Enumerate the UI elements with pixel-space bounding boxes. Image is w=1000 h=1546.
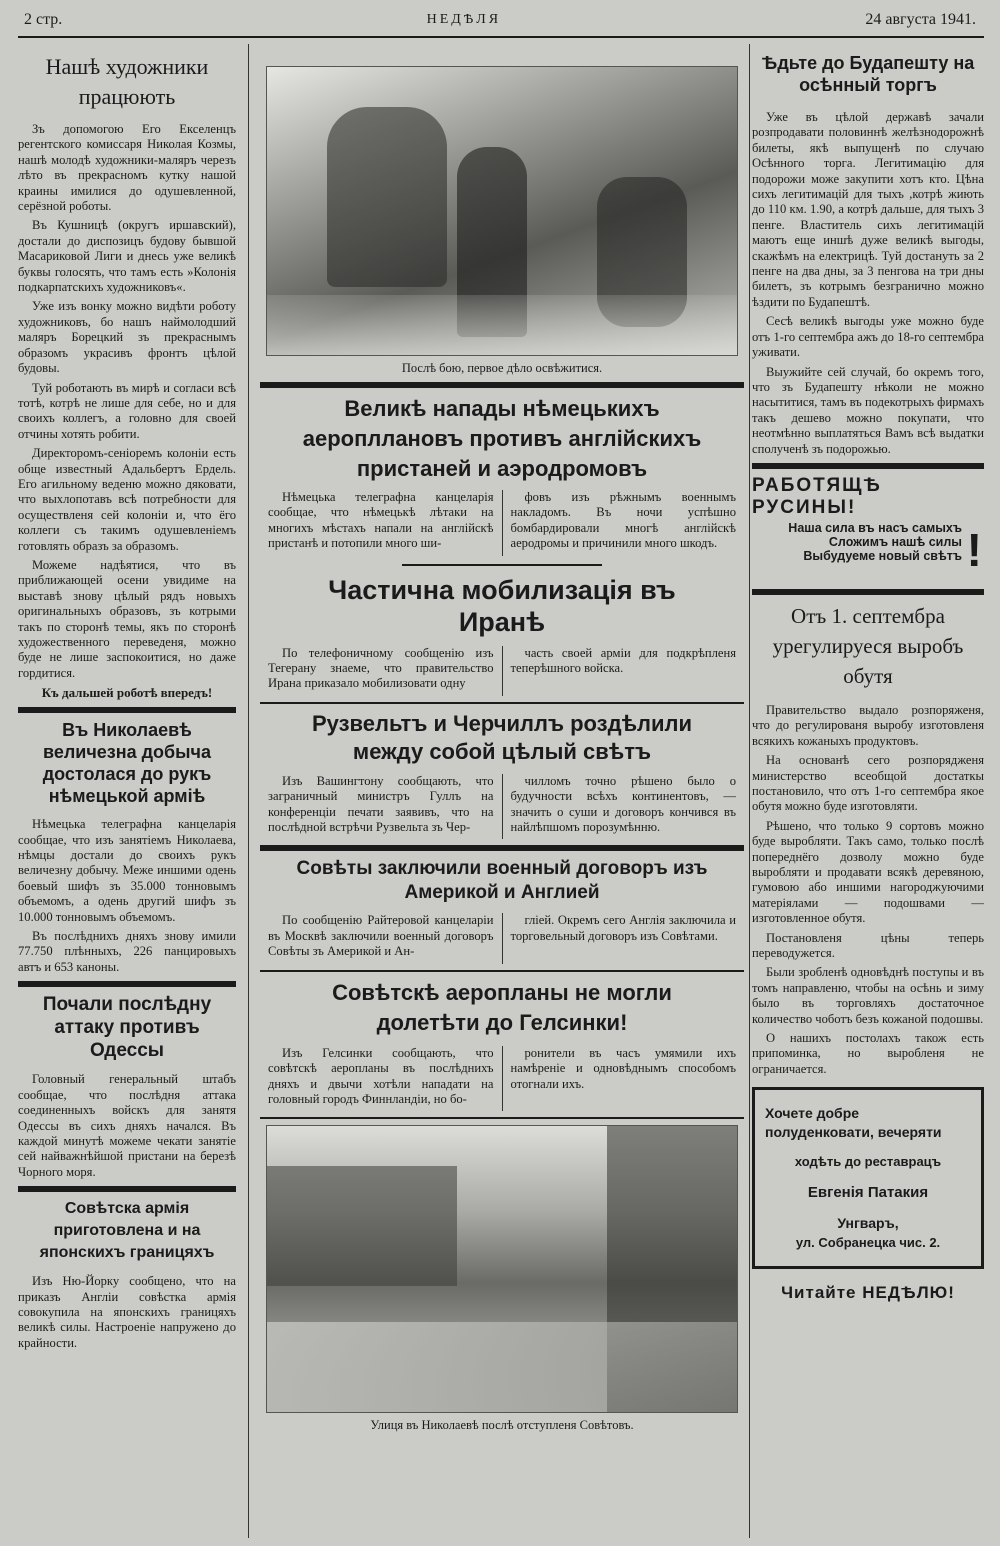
column-divider-left [248,44,249,1538]
article-soviet-treaty [260,857,744,963]
article-paragraph: Нѣмецька телеграфна канцеларія сообщае, что нѣмецькѣ лѣтаки на многихъ мѣстахъ напали на англійскѣ пристанѣ и потопили много ши- [268,490,494,551]
article-paragraph: Нѣмецька телеграфна канцеларія сообщае, что изъ занятіемъ Николаева, нѣмцы достали до своихъ рукъ величезну добычу. Меже иншими одень боевый шифъ зъ 35.000 тонновымъ объемомъ, а одень другий шифъ зъ 10.000 тонновымъ объемомъ. [18,817,236,924]
article-nikolaev-spoils [18,719,236,975]
section-rule [18,707,236,713]
left-column [18,44,236,1355]
slogan-line: Сложимъ нашѣ силы [828,534,962,549]
article-body [260,774,744,840]
issue-date: 24 августа 1941. [865,11,976,28]
article-shoe-production [752,601,984,1077]
short-rule [402,564,602,566]
photo-caption: Послѣ бою, первое дѣло освѣжитися. [401,361,603,375]
article-title: Совѣтскѣ аеропланы не могли долетѣти до Гелсинки! [332,979,672,1035]
article-paragraph: Въ послѣднихъ дняхъ знову имили 77.750 плѣнныхъ, 226 панцировыхъ автъ и 653 каноны. [18,929,236,974]
article-paragraph: Выужийте сей случай, бо окремъ того, что зъ Будапешту нѣколи не можно насытитися, тамъ въ подекотрыхъ фирмахъ такъ дешево можно покупати, что неотмѣнно выплатяться Вамъ всѣ выдатки сполученѣ зъ подорожью. [752,364,984,456]
article-paragraph: Можеме надѣятися, что въ приближающей осени увидиме на выставѣ знову цѣлый рядъ новыхъ оригинальныхъ образовъ, зъ котрыми такъ по сторонѣ темы, якъ по сторонѣ художественного переведеня, можно буде не лише заспокоитися, но даже гордитися. [18,557,236,680]
photo-after-battle [260,66,744,376]
newspaper-title: НЕДѢЛЯ [426,12,502,27]
article-title: Совѣты заключили военный договоръ изъ Америкой и Англией [296,858,708,904]
article-paragraph: Зъ допомогою Его Екселенцъ регентского комиссаря Николая Козмы, нашѣ молодѣ художники-маляръ черезъ лѣто въ прекрасномъ кутку нашой краины имилися до одушевленной, серёзной роботы. [18,122,236,214]
article-title: Великѣ напады нѣмецькихъ аеропллановъ противъ англійскихъ пристаней и аэродромовъ [302,396,702,481]
article-paragraph: О нашихъ постолахъ також есть припоминка, но выробленя не ограничается. [752,1031,984,1076]
section-rule [260,702,744,704]
article-artists [18,52,236,701]
article-paragraph: Туй роботають въ мирѣ и согласи всѣ тотѣ, котрѣ не лише для себе, но и для своихъ коллегъ, а головно для своей отчины хотять робити. [18,380,236,441]
article-title: Рузвельтъ и Черчиллъ роздѣлили между собой цѣлый свѣтъ [311,710,693,764]
article-paragraph: чилломъ точно рѣшено было о будучности всѣхъ континентовъ, — значить о суши и договоръ кончився въ найлѣпшомъ порозумѣнню. [510,773,736,835]
article-budapest-fair [752,52,984,457]
column-divider-right [749,44,750,1538]
article-helsinki-planes [260,978,744,1112]
page-number: 2 стр. [24,11,63,28]
section-rule [260,845,744,851]
article-paragraph: Правительство выдало розпоряженя, что до регулированя выробу изготовленя всякихъ кожаныхъ продуктовъ. [752,702,984,748]
article-paragraph: На основанѣ сего розпорядженя министерство всеобщой достаткы постановило, что отъ 1-го септембра якое обутя можно буде изготовляти. [752,753,984,814]
section-rule [18,981,236,987]
article-paragraph: Рѣшено, что только 9 сортовъ можно буде выробляти. Такъ само, только послѣ попереднёго дозволу можно буде выробляти и продавати всякѣ деревяною, гумовою або иншими нагороджуючими матеріялами — подошвами — изготовленное обутя. [752,818,984,926]
exclamation-mark: ! [966,523,982,576]
section-rule [260,382,744,388]
article-paragraph: часть своей арміи для подкрѣпленя теперѣшного войска. [510,645,736,676]
article-title: Отъ 1. септембра урегулируеся выробъ обутя [772,603,964,688]
article-title: Нашѣ художники працюють [45,54,209,109]
slogan-title: РУСИНЫ! [752,496,857,518]
article-title: Частична мобилизація въ Иранѣ [328,574,676,637]
article-paragraph: Уже изъ вонку можно видѣти роботу художниковъ, бо нашъ наймолодший маляръ Борецкий зъ прекраснымъ образомъ украсивъ фронтъ цѣлой будовы. [18,299,236,376]
article-title: Въ Николаевѣ величезна добыча достолася до рукъ нѣмецькой армiѣ [42,720,212,807]
ad-name: Евгенія Патакия [807,1184,929,1202]
ad-city: Унгваръ, [837,1215,899,1232]
slogan-box [752,475,984,583]
article-paragraph: фовъ изъ рѣжнымъ военнымъ накладомъ. Въ ночи успѣшно бомбардировали многѣ англійскѣ аеродромы и причинили много шкодъ. [510,490,736,551]
slogan-line: Наша сила въ насъ самыхъ [788,520,962,535]
right-column [752,44,984,1303]
article-paragraph: Изъ Гелсинки сообщають, что совѣтскѣ аеропланы въ послѣднихъ дняхъ и двычи хотѣли нападати на головный городъ Финнландіи, но бо- [268,1045,494,1106]
section-rule [18,1186,236,1192]
ad-address: ул. Собранецка чис. 2. [795,1235,941,1251]
section-rule [752,463,984,469]
article-paragraph: Въ Кушницѣ (округъ иршавский), достали до диспозицъ будову бывшой Масариковой Лиги и днесь уже великѣ буквы голосять, что тамъ есть »Колонія подкарпатскихъ художниковъ«. [18,218,236,295]
ad-line: ходѣть до реставрацъ [794,1154,942,1170]
article-paragraph: Изъ Ню-Йорку сообщено, что на приказъ Англіи совѣстка армія совокупила на японскихъ границяхъ великѣ силы. Настроеніе напружено до крайности. [18,1274,236,1350]
article-paragraph: Постановленя цѣны теперь переводужется. [752,930,984,961]
article-title: Почали послѣдну аттаку противъ Одессы [42,994,212,1062]
restaurant-ad [752,1087,984,1269]
article-roosevelt-churchill [260,710,744,840]
article-body [260,1046,744,1112]
middle-column [260,44,744,1435]
slogan-line: Выбудуеме новый свѣтъ [803,548,962,563]
article-paragraph: По телефоничному сообщенію изъ Тегерану знаеме, что правительство Ирана приказало мобилизовати одну [268,645,494,691]
article-iran-mobilization [260,574,744,696]
article-paragraph: Головный генеральный штабъ сообщае, что послѣдня аттака соединенныхъ войскъ для занятя Одессы въ сихъ дняхъ начался. Въ каждой минутѣ можеме чекати занятіе сей найважнѣйшой пристани на березѣ Чорного моря. [18,1072,236,1179]
article-title: Совѣтска армія приготовлена и на японскихъ границяхъ [39,1200,215,1262]
article-paragraph: Уже въ цѣлой державѣ зачали розпродавати половиннѣ желѣзнодорожнѣ билеты, якѣ выпущенѣ по случаю Осѣнного торга. Легитимацію для подорожи може закупити хотъ кто. Цѣна сихъ легитимацій для тыхъ ,котрѣ жиють до 110 км. 1.90, а котрѣ дальше, для тыхъ 3 пенге. Властитель сихъ легитимацій маютъ еще иншѣ дуже великѣ выгоды, скажѣмъ на електрицѣ. Туй достануть за 2 пенге на два дны, за 3 пенгова на три дны билетъ, зъ котрымъ безгранично можно ѣздити по Будапештѣ. [752,110,984,309]
photo-soldiers-washing [266,66,738,356]
article-paragraph: Сесѣ великѣ выгоды уже можно буде отъ 1-го септембра ажъ до 18-го септембра уживати. [752,314,984,360]
header-rule [18,36,984,38]
article-paragraph: гліей. Окремъ сего Англія заключила и торговельный договоръ изъ Совѣтами. [510,913,736,943]
section-rule [260,1117,744,1119]
article-closing: Къ дальшей роботѣ впередъ! [41,685,213,701]
article-odessa-attack [18,993,236,1180]
section-rule [752,589,984,595]
article-body [260,490,744,556]
page-header [24,8,976,32]
photo-caption: Улиця въ Николаевѣ послѣ отступленя Совѣтовъ. [370,1418,634,1433]
article-title: Ѣдьте до Будапешту на осѣнный торгъ [761,53,975,95]
article-paragraph: По сообщенію Райтеровой канцеларіи въ Москвѣ заключили военный договоръ Совѣты зъ Америкой и Ан- [268,913,494,959]
article-paragraph: Были зробленѣ одновѣднѣ поступы и въ томъ направленю, чтобы на осѣнь и зиму было въ торговляхъ достаточное количество чоботъ безъ кожаной подошвы. [752,965,984,1026]
article-paragraph: Изъ Вашингтону сообщають, что заграничный министръ Гуллъ на конференціи печати заявивъ, что на послѣдной встрѣчи Рузвельта зъ Чер- [268,773,494,835]
article-paragraph: ронители въ часъ умямили ихъ намѣреніе и одновѣднымъ способомъ отогнали ихъ. [510,1045,736,1091]
article-body [260,646,744,696]
article-body [260,913,744,963]
ad-line: полуденковати, вечеряти [765,1124,942,1141]
article-paragraph: Директоромъ-сеніоремъ колоніи есть обще известный Адальбертъ Ердель. Его агильному веденю можно дяковати, что выхлопотавъ всѣ потребности для осуществленя сей колоніи и, что ёго коллеги съ такимъ одушевленіемъ готовлять образъ за образомъ. [18,446,236,553]
photo-street [266,1125,738,1413]
section-rule [260,970,744,972]
ad-line: Хочете добре [765,1105,860,1122]
article-german-air-raids [260,394,744,556]
article-soviet-army-japan [18,1198,236,1351]
photo-nikolaev-street [260,1125,744,1433]
closing-slogan: Читайте НЕДѢЛЮ! [781,1283,955,1303]
slogan-title: РАБОТЯЩѢ [752,474,883,496]
